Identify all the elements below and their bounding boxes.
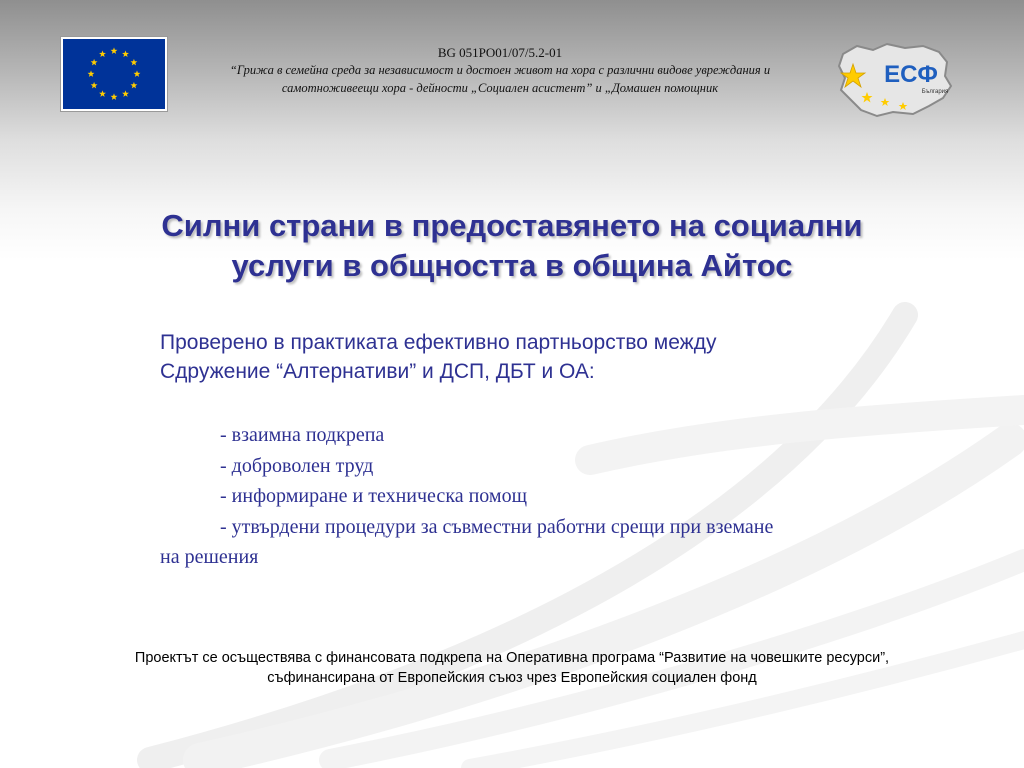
eu-flag-logo (60, 36, 168, 112)
slide-title-line2: услуги в общността в община Айтос (231, 248, 793, 283)
intro-line2: Сдружение “Алтернативи” и ДСП, ДБТ и ОА: (160, 360, 595, 383)
project-description-line1: “Грижа в семейна среда за независимост и достоен живот на хора с различни видове увреждания и (229, 63, 771, 77)
project-header (195, 44, 805, 97)
esf-text: ЕСФ (884, 61, 938, 88)
intro-line1: Проверено в практиката ефективно партньорство между (160, 331, 717, 354)
list-item: - взаимна подкрепа (220, 424, 385, 446)
eu-flag-icon (63, 39, 165, 109)
project-code: BG 051PO01/07/5.2-01 (437, 45, 563, 60)
esf-logo (835, 40, 960, 118)
intro-paragraph (160, 328, 880, 386)
funding-footer (30, 648, 994, 688)
list-item: - доброволен труд (220, 454, 374, 477)
slide-title-line1: Силни страни в предоставянето на социални (161, 208, 863, 243)
list-item: - информиране и техническа помощ (220, 485, 527, 507)
footer-line1: Проектът се осъществява с финансовата подкрепа на Оперативна програма “Развитие на човешките ресурси”, (134, 650, 890, 666)
project-description-line2: самотноживеещи хора - дейности „Социален асистент” и „Домашен помощник (281, 81, 719, 95)
slide-title (100, 206, 924, 286)
bullet-list (160, 420, 930, 573)
esf-country-text: България (921, 89, 949, 95)
list-item: - утвърдени процедури за съвместни работни срещи при вземане (220, 515, 774, 538)
footer-line2: съфинансирана от Европейския съюз чрез Европейския социален фонд (267, 670, 757, 686)
list-item-continuation: на решения (160, 546, 259, 568)
